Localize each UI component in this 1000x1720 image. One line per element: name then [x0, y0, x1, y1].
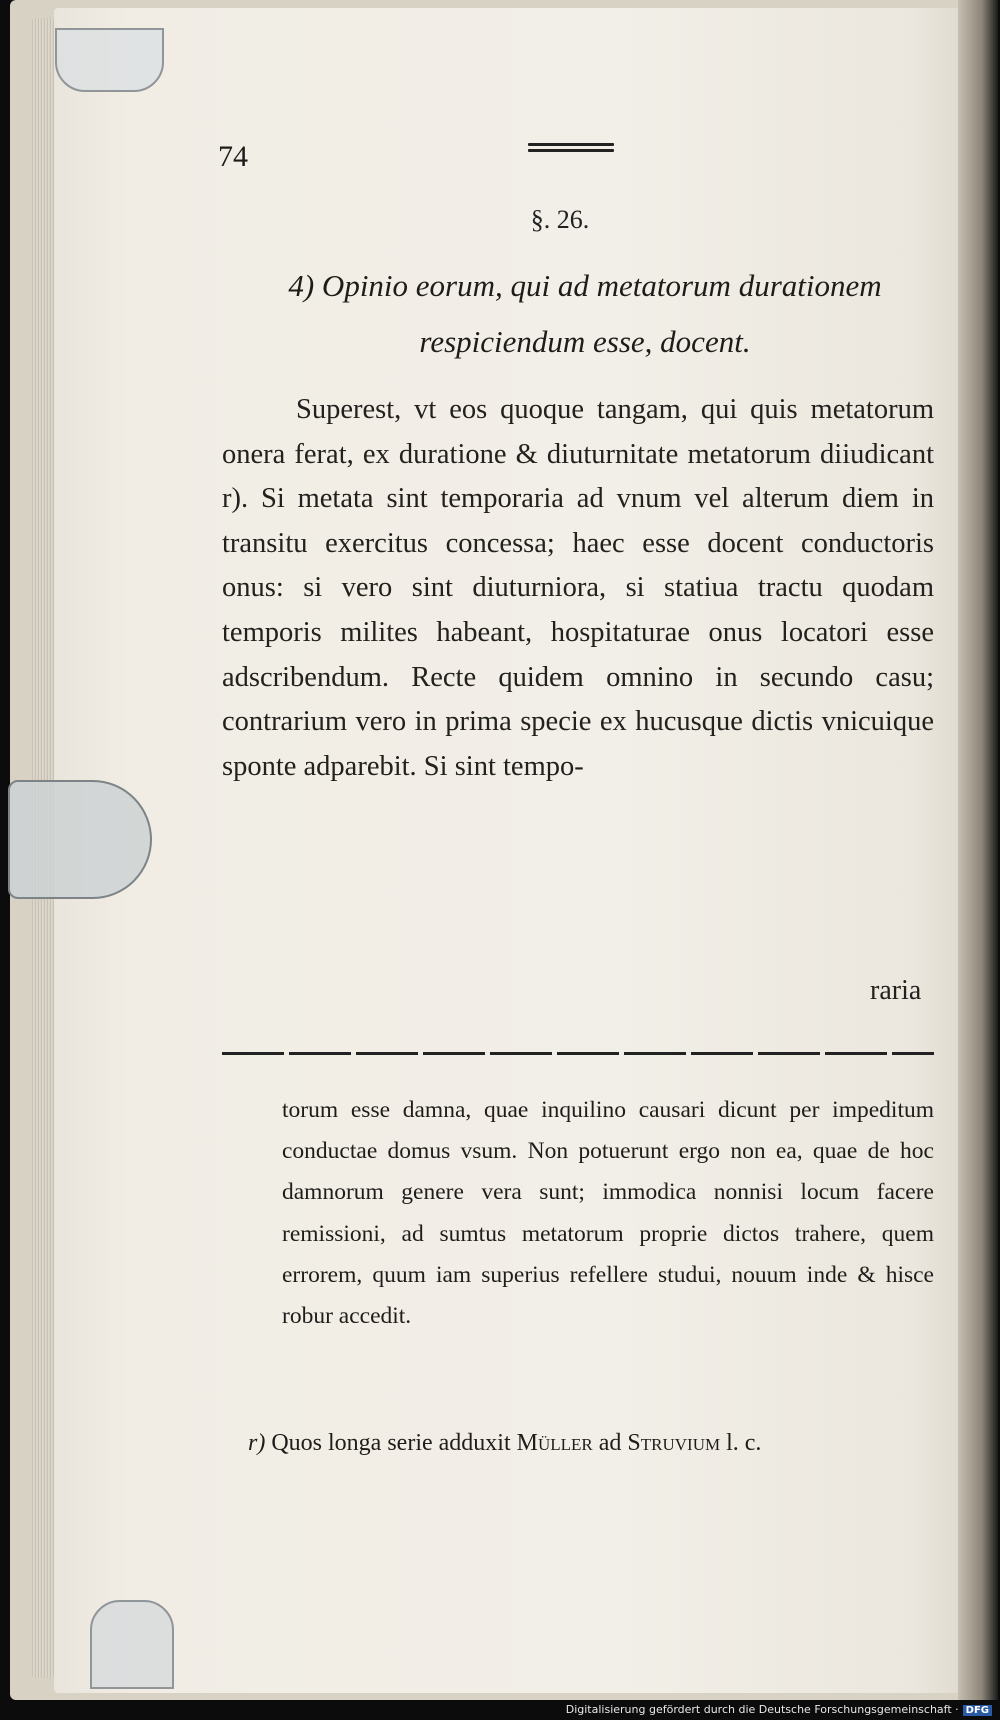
paragraph: Superest, vt eos quoque tangam, qui quis metatorum onera ferat, ex duratione & diuturnitate metatorum diiudicant r). Si metata sint temporaria ad vnum vel alterum diem in transitu exercitus concessa; haec esse docent conductoris onus: si vero sint diuturniora, si statiua tractu quodam temporis milites habeant, hospitaturae onus locatori esse adscribendum. Recte quidem omnino in secundo casu; contrarium vero in prima specie ex hucusque dictis vnicuique sponte adparebit. Si sint tempo- [222, 394, 934, 782]
footnote-r-mark: r) [248, 1430, 266, 1456]
author-name-muller: Müller [516, 1430, 593, 1456]
footnote-rule [222, 1052, 934, 1055]
footnote-continued: torum esse damna, quae inquilino causari dicunt per impeditum conductae domus vsum. Non potuerunt ergo non ea, quae de hoc damnorum genere vera sunt; immodica nonnisi locum facere remissioni, ad sumtus metatorum proprie dictos trahere, quem errorem, quum iam superius refellere studui, nouum inde & hisce robur accedit. [282, 1097, 934, 1330]
section-mark: §. 26. [530, 205, 590, 234]
dfg-logo: DFG [963, 1705, 992, 1716]
footnote-r-ad: ad [598, 1430, 622, 1456]
header-ornament [528, 143, 614, 159]
footnote-r-text: Quos longa serie adduxit [271, 1430, 511, 1456]
credit-text: Digitalisierung gefördert durch die Deutsche Forschungsgemeinschaft · [565, 1703, 959, 1716]
author-name-struvius: Struvium [627, 1430, 721, 1456]
binding-edge [958, 0, 998, 1700]
page-clip-top [55, 28, 164, 92]
main-text [222, 388, 934, 789]
digitization-credit [566, 1703, 992, 1716]
page-number: 74 [218, 140, 248, 173]
footnote-r-end: l. c. [726, 1430, 762, 1456]
section-heading: 4) Opinio eorum, qui ad metatorum durationem respiciendum esse, docent. [288, 268, 882, 359]
catchword: raria [870, 975, 922, 1006]
page-clip-bottom [90, 1600, 174, 1689]
footnote-r [248, 1430, 948, 1457]
page-clip-middle [8, 780, 152, 899]
